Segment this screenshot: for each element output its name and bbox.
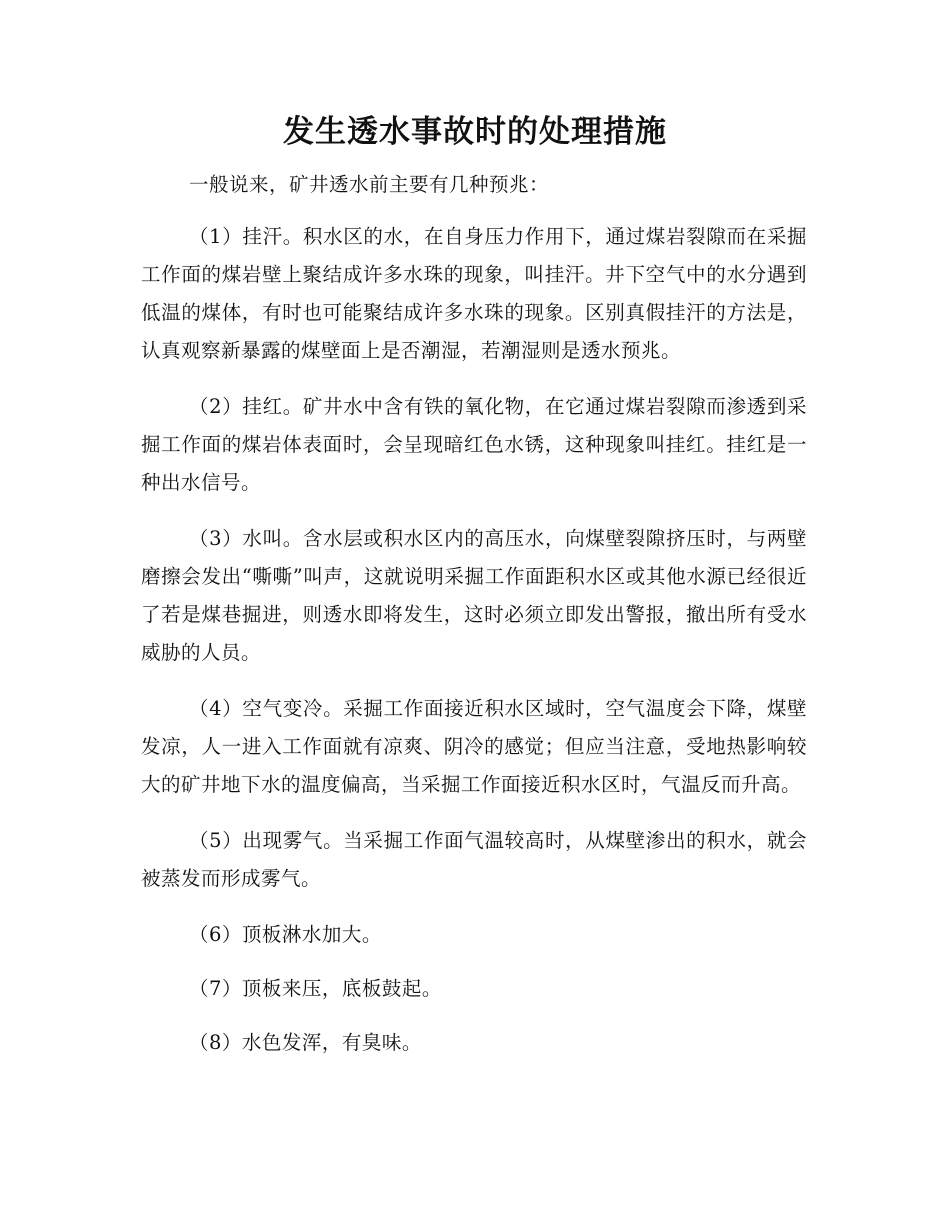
- document-title: 发生透水事故时的处理措施: [283, 114, 667, 150]
- document-body: [141, 166, 807, 1078]
- paragraph-red-rust: （2）挂红。矿井水中含有铁的氧化物，在它通过煤岩裂隙而渗透到采掘工作面的煤岩体表面时，会呈现暗红色水锈，这种现象叫挂红。挂红是一种出水信号。: [141, 395, 807, 494]
- paragraph-roof-dripping: （6）顶板淋水加大。: [189, 923, 382, 946]
- paragraph-air-cooling: （4）空气变冷。采掘工作面接近积水区域时，空气温度会下降，煤壁发凉，人一进入工作面就有凉爽、阴冷的感觉；但应当注意，受地热影响较大的矿井地下水的温度偏高，当采掘工作面接近积水区时，气温反而升高。: [141, 697, 807, 796]
- intro-paragraph: 一般说来，矿井透水前主要有几种预兆：: [189, 173, 550, 196]
- paragraph-roof-pressure: （7）顶板来压，底板鼓起。: [189, 977, 442, 1000]
- paragraph-sweating: （1）挂汗。积水区的水，在自身压力作用下，通过煤岩裂隙而在采掘工作面的煤岩壁上聚结成许多水珠的现象，叫挂汗。井下空气中的水分遇到低温的煤体，有时也可能聚结成许多水珠的现象。区别真假挂汗的方法是，认真观察新暴露的煤壁面上是否潮湿，若潮湿则是透水预兆。: [141, 225, 807, 362]
- paragraph-turbid-water: （8）水色发浑，有臭味。: [189, 1031, 422, 1054]
- paragraph-fog: （5）出现雾气。当采掘工作面气温较高时，从煤壁渗出的积水，就会被蒸发而形成雾气。: [141, 829, 807, 890]
- paragraph-water-noise: （3）水叫。含水层或积水区内的高压水，向煤壁裂隙挤压时，与两壁磨擦会发出“嘶嘶”叫声，这就说明采掘工作面距积水区或其他水源已经很近了若是煤巷掘进，则透水即将发生，这时必须立即发出警报，撤出所有受水威胁的人员。: [141, 527, 807, 664]
